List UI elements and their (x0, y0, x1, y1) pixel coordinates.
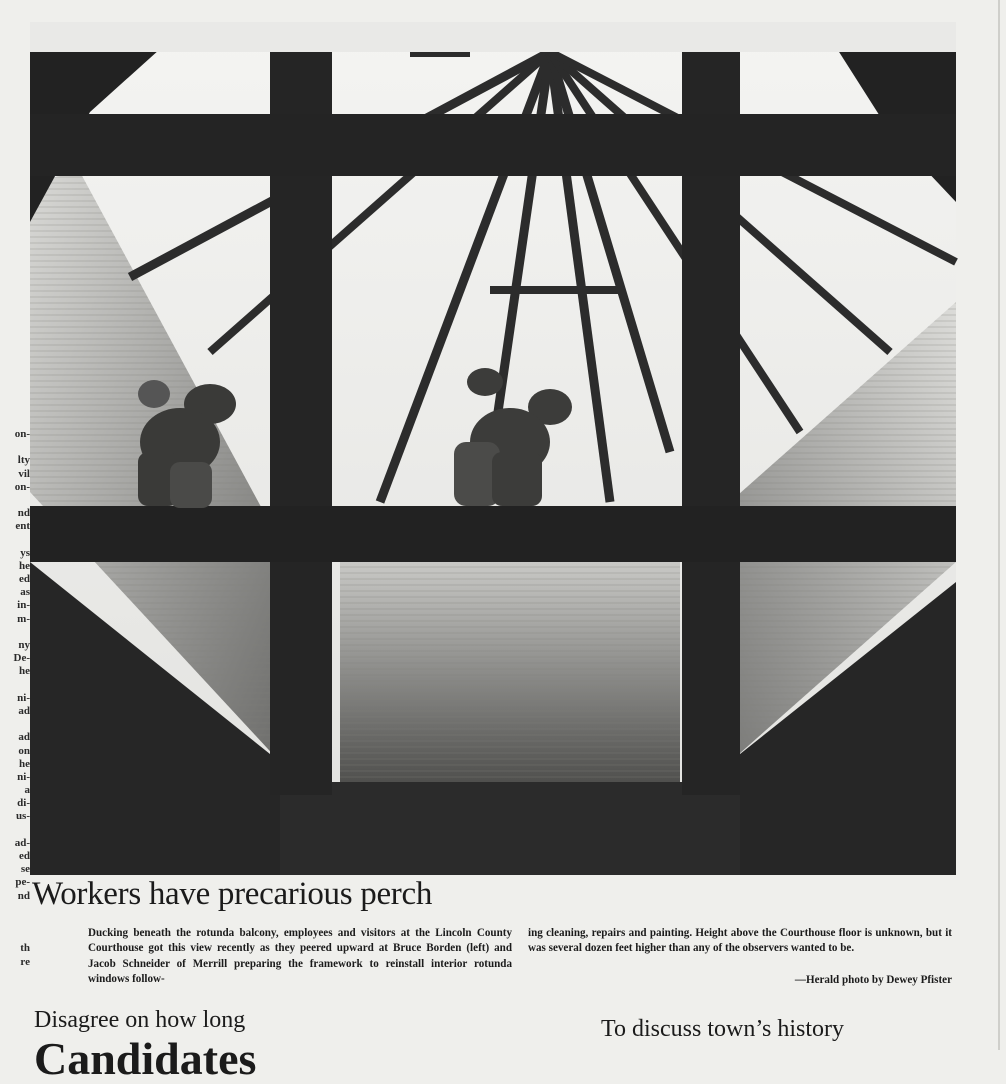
left-column-fragment: ny (18, 639, 30, 651)
caption-part-1: Ducking beneath the rotunda balcony, employees and visitors at the Lincoln County Courthouse got this view recently as they peered upward at Bruce Borden (left) and Jacob Schneider of Merrill preparing the framework to reinstall interior rotunda windows follow- (88, 927, 512, 986)
left-column-fragment: m- (17, 612, 30, 625)
left-column-fragment: on- (14, 480, 30, 493)
left-column-fragment: ed (19, 573, 30, 586)
left-column-fragment: he (19, 559, 30, 572)
rotunda-photo-illustration (30, 22, 956, 875)
left-column-fragment (0, 626, 30, 639)
left-column-fragment: on- (14, 428, 30, 440)
story-headline-left: Disagree on how long (34, 1007, 246, 1033)
left-column-fragment: di- (17, 797, 30, 810)
left-column-text-fragments (0, 428, 30, 969)
left-column-fragment: nd (17, 507, 30, 520)
photo-headline: Workers have precarious perch (32, 876, 433, 912)
left-column-fragment: ys (20, 546, 30, 559)
left-column-fragment (0, 718, 30, 731)
left-column-fragment: ad- (14, 836, 30, 849)
left-column-fragment (0, 929, 30, 942)
left-column-fragment: a (24, 784, 30, 797)
left-column-fragment: De- (13, 652, 30, 665)
left-column-fragment: ad (18, 731, 30, 744)
left-column-fragment: re (20, 955, 30, 968)
left-column-fragment: he (19, 665, 30, 678)
left-column-fragment: in- (17, 599, 30, 612)
left-column-fragment: as (20, 586, 30, 599)
left-column-fragment: ni- (17, 691, 30, 704)
left-column-fragment: ed (19, 850, 30, 862)
left-column-fragment (0, 824, 30, 837)
left-column-fragment: ent (15, 520, 30, 533)
rotunda-photo (30, 22, 956, 875)
left-column-fragment: nd (17, 889, 30, 902)
left-column-fragment: ni- (17, 770, 30, 783)
left-column-fragment: ad (18, 704, 30, 717)
left-column-fragment: on (18, 744, 30, 757)
left-column-fragment (0, 534, 30, 547)
left-column-fragment (0, 916, 30, 929)
left-column-fragment: th (20, 942, 30, 955)
left-column-fragment (0, 494, 30, 507)
left-column-fragment (0, 679, 30, 692)
caption-part-2: ing cleaning, repairs and painting. Height above the Courthouse floor is unknown, but it was several dozen feet higher than any of the observers wanted to be. (528, 927, 952, 955)
story-headline-right: To discuss town’s history (601, 1016, 844, 1042)
left-column-fragment: se (20, 863, 30, 876)
left-column-fragment: pe- (15, 876, 30, 889)
page-edge-divider (998, 0, 1000, 1050)
left-column-fragment: vil (18, 467, 30, 480)
left-column-fragment (0, 903, 30, 916)
left-column-fragment: he (19, 757, 30, 770)
left-column-fragment: lty (17, 454, 30, 467)
left-column-fragment: us- (15, 810, 30, 823)
cutoff-headline: Candidates (34, 1033, 257, 1084)
photo-credit: —Herald photo by Dewey Pfister (794, 974, 952, 986)
left-column-fragment (0, 441, 30, 454)
